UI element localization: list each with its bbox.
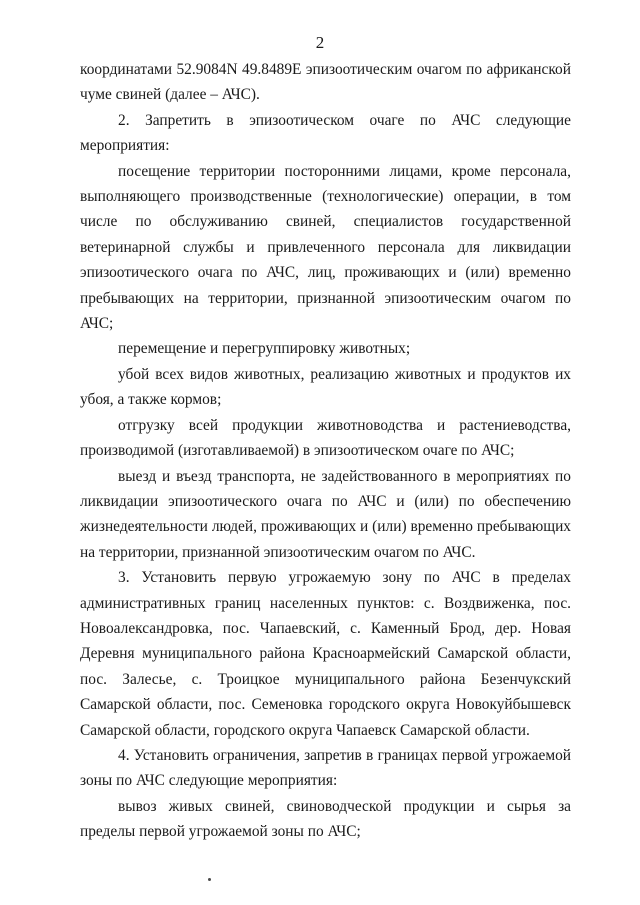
- paragraph-continuation: координатами 52.9084N 49.8489E эпизоотическим очагом по африканской чуме свиней (далее – АЧС).: [80, 61, 571, 104]
- paragraph-export-ban: вывоз живых свиней, свиноводческой продукции и сырья за пределы первой угрожаемой зоны по АЧС;: [80, 797, 571, 841]
- paragraph-item-3: 3. Установить первую угрожаемую зону по АЧС в пределах административных границ населенных пунктов: с. Воздвиженка, пос. Новоалександровка, пос. Чапаевский, с. Каменный Брод, дер. Новая Деревня муниципального района Красноармейский Самарской области, пос. Залесье, с. Троицкое муниципального района Безенчукский Самарской области, пос. Семеновка городского округа Новокуйбышевск Самарской области, городского округа Чапаевск Самарской области.: [80, 569, 571, 739]
- paragraph-shipment-ban: отгрузку всей продукции животноводства и растениеводства, производимой (изготавливаемой) в эпизоотическом очаге по АЧС;: [80, 416, 571, 460]
- scan-dot-mark: [208, 878, 211, 881]
- paragraph-transport-ban: выезд и въезд транспорта, не задействованного в мероприятиях по ликвидации эпизоотического очага по АЧС и (или) по обеспечению жизнедеятельности людей, проживающих и (или) временно пребывающих на территории, признанной эпизоотическим очагом по АЧС.: [80, 467, 571, 561]
- page-number: 2: [315, 33, 325, 52]
- paragraph-visitors-ban: посещение территории посторонними лицами, кроме персонала, выполняющего производственные (технологические) операции, в том числе по обслуживанию свиней, специалистов государственной ветеринарной службы и привлеченного персонала для ликвидации эпизоотического очага по АЧС, лиц, проживающих и (или) временно пребывающих на территории, признанной эпизоотическим очагом по АЧС;: [80, 162, 571, 333]
- document-body: [80, 57, 571, 845]
- paragraph-item-4: 4. Установить ограничения, запретив в границах первой угрожаемой зоны по АЧС следующие мероприятия:: [80, 746, 571, 790]
- paragraph-movement-ban: перемещение и перегруппировку животных;: [118, 340, 411, 358]
- paragraph-item-2: 2. Запретить в эпизоотическом очаге по АЧС следующие мероприятия:: [80, 111, 571, 155]
- paragraph-slaughter-ban: убой всех видов животных, реализацию животных и продуктов их убоя, а также кормов;: [80, 365, 571, 409]
